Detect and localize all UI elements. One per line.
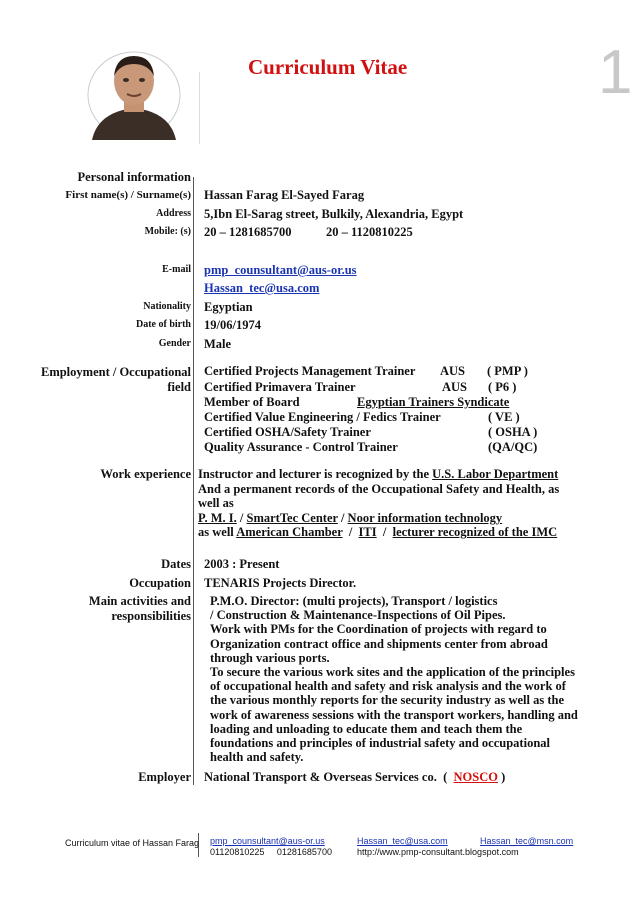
employment-label-line1: Employment / Occupational bbox=[40, 365, 191, 379]
address-value: 5,Ibn El-Sarag street, Bulkily, Alexandria, Egypt bbox=[204, 207, 464, 221]
activities-label-line2: responsibilities bbox=[111, 609, 191, 623]
employment-item-org: AUS bbox=[440, 364, 466, 378]
employment-item bbox=[204, 364, 415, 379]
employment-item bbox=[204, 425, 371, 440]
board-label: Member of Board bbox=[204, 395, 300, 409]
employment-item bbox=[204, 440, 398, 455]
employment-item-text: Certified Projects Management Trainer bbox=[204, 364, 416, 378]
nationality-value: Egyptian bbox=[204, 300, 253, 314]
employment-item-text: Certified OSHA/Safety Trainer bbox=[204, 425, 371, 439]
activity-line: work of awareness sessions with the transport workers, handling and bbox=[210, 707, 578, 722]
dob-label: Date of birth bbox=[136, 319, 191, 330]
employment-item-code: ( PMP ) bbox=[487, 364, 528, 378]
activity-line: through various ports. bbox=[210, 650, 330, 665]
page-title: Curriculum Vitae bbox=[248, 55, 408, 79]
employment-item bbox=[204, 380, 356, 395]
pmi-link[interactable]: P. M. I. bbox=[198, 510, 237, 525]
activity-line: health and safety. bbox=[210, 750, 304, 765]
work-exp-line5 bbox=[198, 525, 608, 540]
smarttec-link[interactable]: SmartTec Center bbox=[246, 510, 338, 525]
employer-value bbox=[204, 770, 505, 785]
work-exp-line1-text: Instructor and lecturer is recognized by the bbox=[198, 467, 433, 481]
footer-cv-owner: Curriculum vitae of Hassan Farag bbox=[65, 838, 200, 848]
employment-item-text: Quality Assurance - Control Trainer bbox=[204, 440, 398, 454]
separator: / bbox=[236, 510, 247, 525]
american-chamber-link[interactable]: American Chamber bbox=[236, 525, 343, 540]
mobile-value-2: 20 – 1120810225 bbox=[326, 225, 413, 239]
activity-line: P.M.O. Director: (multi projects), Transport / logistics bbox=[210, 594, 498, 608]
footer-website[interactable]: http://www.pmp-consultant.blogspot.com bbox=[357, 847, 519, 857]
profile-photo bbox=[78, 50, 190, 140]
activity-line: loading and unloading to educate them and teach them the bbox=[210, 721, 523, 736]
mobile-label: Mobile: (s) bbox=[144, 226, 191, 237]
name-value: Hassan Farag El-Sayed Farag bbox=[204, 188, 365, 202]
work-exp-line5-pre: as well bbox=[198, 525, 237, 540]
activity-line: To secure the various work sites and the application of the principles bbox=[210, 665, 575, 680]
section-personal-information: Personal information bbox=[77, 170, 191, 184]
email-link-2[interactable]: Hassan_tec@usa.com bbox=[204, 281, 320, 295]
nosco-link[interactable]: NOSCO bbox=[453, 770, 498, 784]
activities-label-line1: Main activities and bbox=[88, 594, 191, 608]
employment-item-code: (QA/QC) bbox=[488, 440, 538, 454]
address-label: Address bbox=[156, 208, 191, 219]
footer-email-1[interactable]: pmp_counsultant@aus-or.us bbox=[210, 836, 325, 846]
employer-close: ) bbox=[497, 770, 506, 784]
employment-item-code: ( OSHA ) bbox=[488, 425, 538, 439]
nationality-label: Nationality bbox=[143, 301, 191, 312]
employer-label: Employer bbox=[138, 770, 191, 784]
activity-line: foundations and principles of industrial safety and occupational bbox=[210, 736, 550, 751]
footer-phones: 01120810225 01281685700 bbox=[210, 847, 332, 857]
name-label: First name(s) / Surname(s) bbox=[65, 189, 191, 201]
separator: / bbox=[342, 525, 359, 540]
gender-label: Gender bbox=[158, 338, 191, 349]
employment-item-text: Certified Value Engineering / Fedics Trainer bbox=[204, 410, 441, 424]
employer-name: National Transport & Overseas Services co. ( bbox=[204, 770, 454, 784]
work-exp-line2: And a permanent records of the Occupational Safety and Health, as bbox=[198, 481, 560, 496]
employment-item bbox=[204, 410, 441, 425]
iti-link[interactable]: ITI bbox=[358, 525, 377, 540]
work-exp-line4 bbox=[198, 511, 608, 526]
dates-value: 2003 : Present bbox=[204, 557, 280, 571]
board-value: Egyptian Trainers Syndicate bbox=[357, 395, 510, 409]
photo-frame-line bbox=[199, 72, 200, 144]
activity-line: Work with PMs for the Coordination of projects with regard to bbox=[210, 622, 547, 637]
gender-value: Male bbox=[204, 337, 232, 351]
activity-line: the various monthly reports for the security industry as well as the bbox=[210, 693, 565, 708]
activity-line: Organization contract office and shipments center from abroad bbox=[210, 636, 548, 651]
occupation-value: TENARIS Projects Director. bbox=[204, 576, 357, 590]
occupation-label: Occupation bbox=[129, 576, 191, 590]
footer-email-2[interactable]: Hassan_tec@usa.com bbox=[357, 836, 448, 846]
activity-line: / Construction & Maintenance-Inspections of Oil Pipes. bbox=[210, 608, 506, 623]
dob-value: 19/06/1974 bbox=[204, 318, 261, 332]
employment-label-line2: field bbox=[167, 380, 191, 394]
page-number: 1 bbox=[598, 38, 633, 107]
employment-item-code: ( P6 ) bbox=[488, 380, 517, 394]
dates-label: Dates bbox=[161, 557, 191, 571]
employment-item-text: Certified Primavera Trainer bbox=[204, 380, 356, 394]
footer-email-3[interactable]: Hassan_tec@msn.com bbox=[480, 836, 574, 846]
activities-list bbox=[210, 594, 620, 764]
email-link-1[interactable]: pmp_counsultant@aus-or.us bbox=[204, 263, 357, 277]
work-exp-line1 bbox=[198, 467, 608, 482]
separator: / bbox=[337, 510, 348, 525]
email-label: E-mail bbox=[162, 264, 191, 275]
employment-item-code: ( VE ) bbox=[488, 410, 520, 424]
work-experience-label: Work experience bbox=[100, 467, 191, 481]
employment-item-org: AUS bbox=[442, 380, 468, 394]
us-labor-link[interactable]: U.S. Labor Department bbox=[432, 467, 559, 481]
mobile-value-1: 20 – 1281685700 bbox=[204, 225, 292, 239]
noor-link[interactable]: Noor information technology bbox=[347, 510, 503, 525]
activity-line: of occupational health and safety and risk analysis and the work of bbox=[210, 679, 566, 694]
column-divider bbox=[193, 177, 194, 785]
separator: / bbox=[376, 525, 393, 540]
work-exp-line3: well as bbox=[198, 496, 234, 511]
imc-link[interactable]: lecturer recognized of the IMC bbox=[392, 525, 558, 540]
work-experience-text bbox=[198, 467, 608, 540]
